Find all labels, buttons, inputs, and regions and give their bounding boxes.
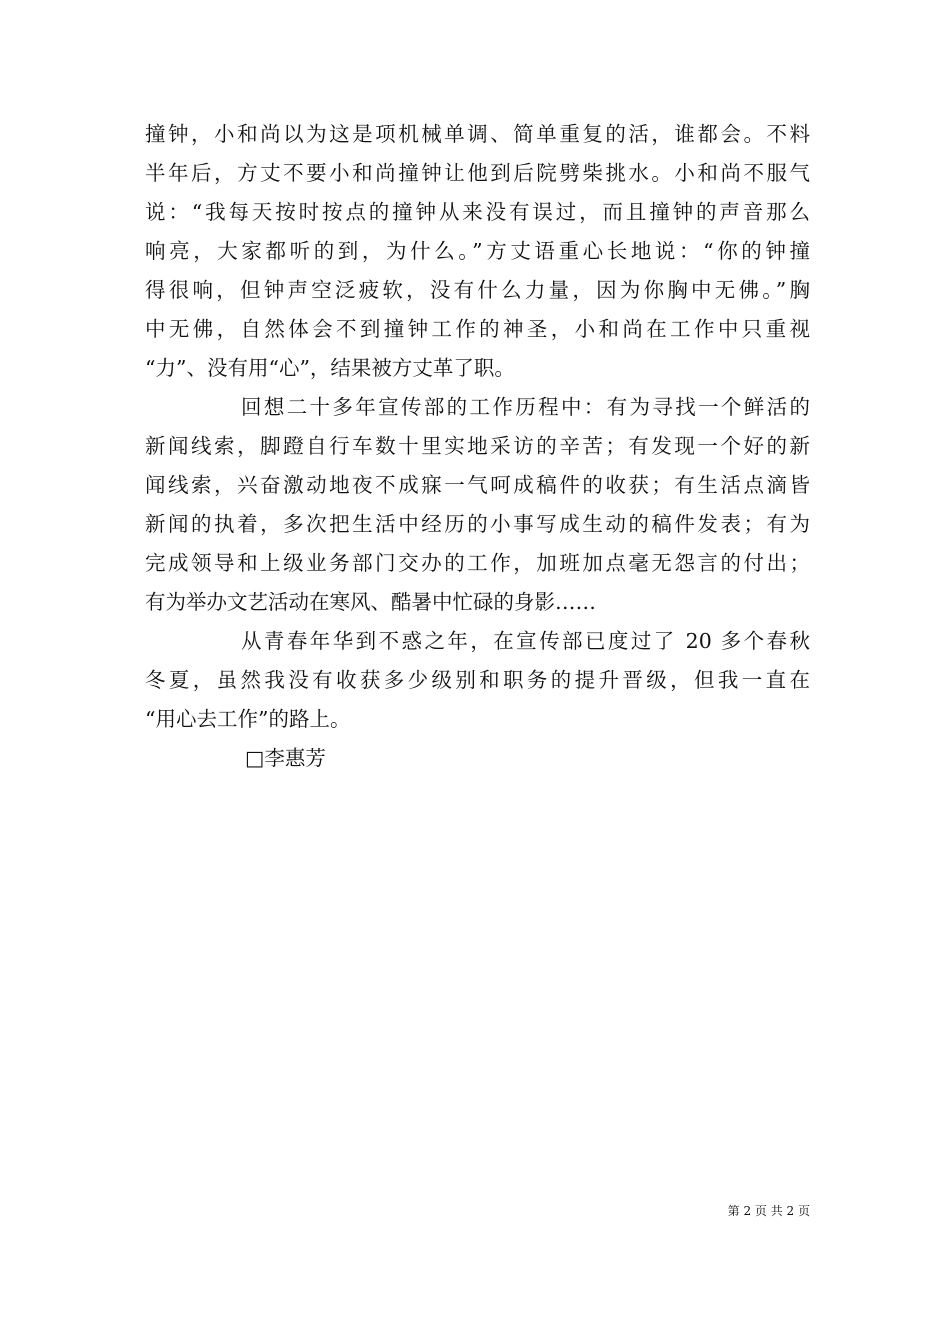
- text-line: 撞钟，小和尚以为这是项机械单调、简单重复的活，谁都会。不料: [145, 122, 810, 146]
- text-line: 中无佛，自然体会不到撞钟工作的神圣，小和尚在工作中只重视: [145, 317, 810, 341]
- text-line: “力”、没有用“心”，结果被方丈革了职。: [145, 356, 515, 380]
- paragraph-2: [145, 388, 810, 622]
- text-line: 说：“我每天按时按点的撞钟从来没有误过，而且撞钟的声音那么: [145, 200, 810, 224]
- text-line: 响亮，大家都听的到，为什么。”方丈语重心长地说：“你的钟撞: [145, 239, 810, 263]
- document-body: [145, 115, 810, 778]
- text-line: 闻线索，兴奋激动地夜不成寐一气呵成稿件的收获；有生活点滴皆: [145, 473, 810, 497]
- paragraph-1: [145, 115, 810, 388]
- text-line: 从青春年华到不惑之年，在宣传部已度过了 20 多个春秋: [241, 629, 810, 653]
- page-number-footer: 第 2 页 共 2 页: [727, 1204, 810, 1218]
- text-line: 冬夏，虽然我没有收获多少级别和职务的提升晋级，但我一直在: [145, 668, 810, 692]
- text-line: “用心去工作”的路上。: [145, 707, 351, 731]
- text-line: 得很响，但钟声空泛疲软，没有什么力量，因为你胸中无佛。”胸: [145, 278, 810, 302]
- text-line: 完成领导和上级业务部门交办的工作，加班加点毫无怨言的付出；: [145, 551, 810, 575]
- text-line: 新闻线索，脚蹬自行车数十里实地采访的辛苦；有发现一个好的新: [145, 434, 810, 458]
- text-line: 新闻的执着，多次把生活中经历的小事写成生动的稿件发表；有为: [145, 512, 810, 536]
- text-line: 回想二十多年宣传部的工作历程中：有为寻找一个鲜活的: [241, 395, 810, 419]
- text-line: 有为举办文艺活动在寒风、酷暑中忙碌的身影……: [145, 590, 596, 614]
- author-name: □李惠芳: [245, 746, 326, 770]
- paragraph-3: [145, 622, 810, 739]
- text-line: 半年后，方丈不要小和尚撞钟让他到后院劈柴挑水。小和尚不服气: [145, 161, 810, 185]
